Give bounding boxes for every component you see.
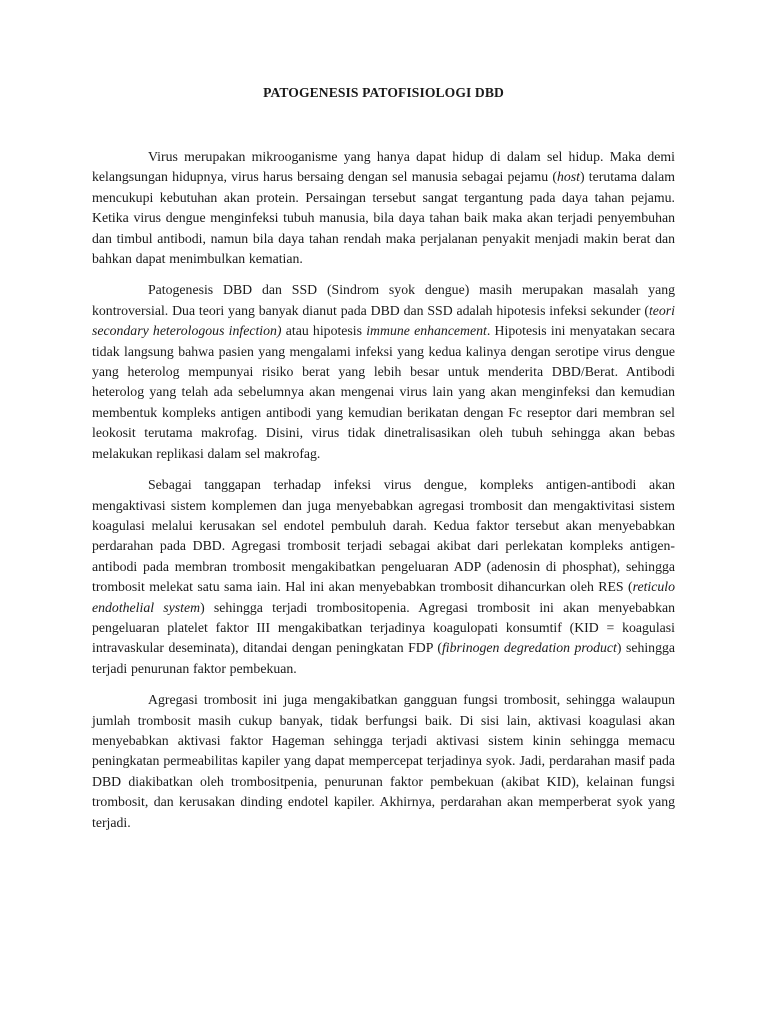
text-run: Virus merupakan mikrooganisme yang hanya dapat hidup di dalam sel hidup. Maka demi kelangsungan hidupnya, virus harus bersaing dengan sel manusia sebagai pejamu ( <box>92 149 675 185</box>
italic-term: immune enhancement <box>366 323 487 339</box>
document-body <box>92 147 675 833</box>
text-run: . Hipotesis ini menyatakan secara tidak langsung bahwa pasien yang mengalami infeksi yang kedua kalinya dengan serotipe virus dengue yang heterolog mempunyai risiko berat yang lebih besar untuk menderita DBD/Berat. Antibodi heterolog yang telah ada sebelumnya akan mengenai virus lain yang akan menginfeksi dan kemudian membentuk kompleks antigen antibodi yang kemudian berikatan dengan Fc reseptor dari membran sel leokosit terutama makrofag. Disini, virus tidak dinetralisasikan oleh tubuh sehingga akan bebas melakukan replikasi dalam sel makrofag. <box>92 323 675 461</box>
text-run: ) terutama dalam mencukupi kebutuhan akan protein. Persaingan tersebut sangat tergantung pada daya tahan pejamu. Ketika virus dengue menginfeksi tubuh manusia, bila daya tahan baik maka akan terjadi penyembuhan dan timbul antibodi, namun bila daya tahan rendah maka perjalanan penyakit menjadi makin berat dan bahkan dapat menimbulkan kematian. <box>92 169 675 267</box>
text-run: Agregasi trombosit ini juga mengakibatkan gangguan fungsi trombosit, sehingga walaupun jumlah trombosit masih cukup banyak, tidak berfungsi baik. Di sisi lain, aktivasi koagulasi akan menyebabkan aktivasi faktor Hageman sehingga terjadi aktivasi sistem kinin sehingga memacu peningkatan permeabilitas kapiler yang dapat mempercepat terjadinya syok. Jadi, perdarahan masif pada DBD diakibatkan oleh trombositpenia, penurunan faktor pembekuan (akibat KID), kelainan fungsi trombosit, dan kerusakan dinding endotel kapiler. Akhirnya, perdarahan akan memperberat syok yang terjadi. <box>92 692 675 830</box>
italic-term: reticulo endothelial system <box>92 579 675 615</box>
paragraph-4 <box>92 690 675 833</box>
italic-term: fibrinogen degredation product <box>441 640 617 656</box>
document-title: PATOGENESIS PATOFISIOLOGI DBD <box>263 85 504 100</box>
italic-term: teori secondary heterologous infection) <box>92 302 675 339</box>
text-run: Sebagai tanggapan terhadap infeksi virus dengue, kompleks antigen-antibodi akan mengaktivasi sistem komplemen dan juga menyebabkan agregasi trombosit dan mengaktivitasi sistem koagulasi melalui kerusakan sel endotel pembuluh darah. Kedua faktor tersebut akan menyebabkan perdarahan pada DBD. Agregasi trombosit terjadi sebagai akibat dari perlekatan kompleks antigen-antibodi pada membran trombosit mengakibatkan pengeluaran ADP (adenosin di phosphat), sehingga trombosit melekat satu sama iain. Hal ini akan menyebabkan trombosit dihancurkan oleh RES ( <box>92 477 675 595</box>
paragraph-2 <box>92 280 675 464</box>
paragraph-1 <box>92 147 675 269</box>
document-page <box>92 85 675 844</box>
italic-term: host <box>556 169 580 185</box>
paragraph-3 <box>92 475 675 679</box>
text-run: ) sehingga terjadi penurunan faktor pembekuan. <box>92 640 675 676</box>
text-run: atau hipotesis <box>281 323 367 339</box>
text-run: Patogenesis DBD dan SSD (Sindrom syok dengue) masih merupakan masalah yang kontroversial. Dua teori yang banyak dianut pada DBD dan SSD adalah hipotesis infeksi sekunder ( <box>92 282 675 318</box>
text-run: ) sehingga terjadi trombositopenia. Agregasi trombosit ini akan menyebabkan pengeluaran platelet faktor III mengakibatkan terjadinya koagulopati konsumtif (KID = koagulasi intravaskular deseminata), ditandai dengan peningkatan FDP ( <box>92 599 675 656</box>
